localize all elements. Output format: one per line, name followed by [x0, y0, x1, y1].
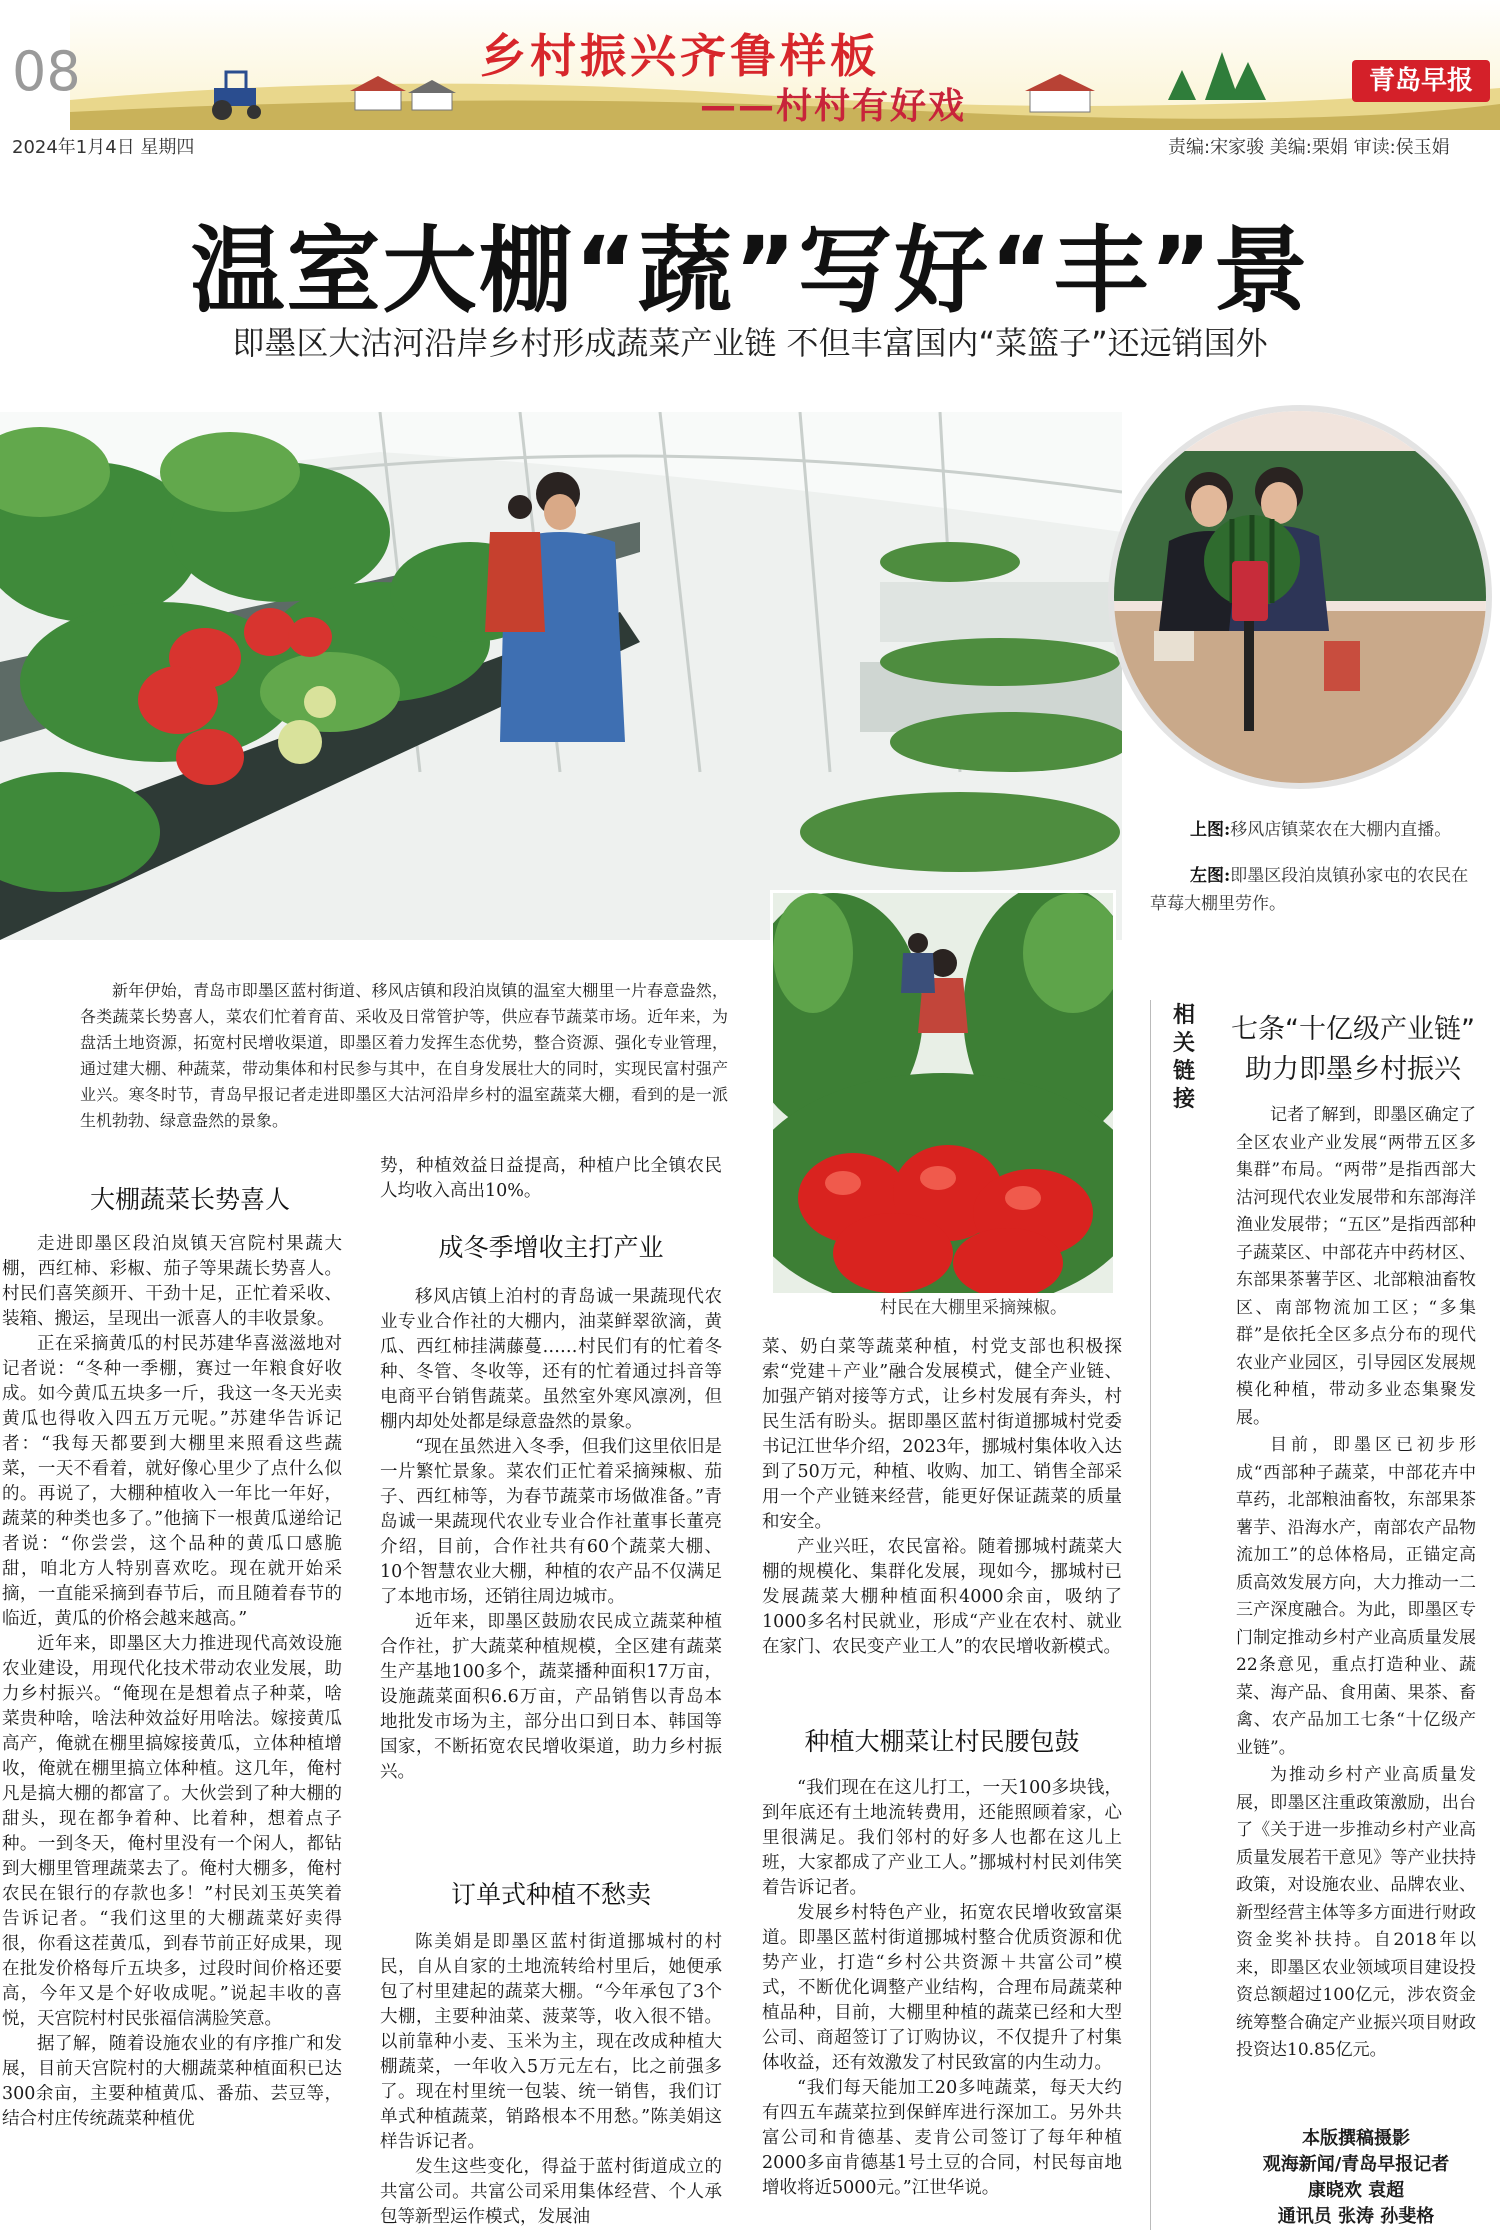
sidebar-title [1208, 1010, 1498, 1090]
paragraph: 走进即墨区段泊岚镇天宫院村果蔬大棚，西红柿、彩椒、茄子等果蔬长势喜人。村民们喜笑颜开、干劲十足，正忙着采收、装箱、搬运，呈现出一派喜人的丰收景象。 [2, 1234, 342, 1329]
sidebar-title-line-2: 助力即墨乡村振兴 [1245, 1054, 1461, 1085]
paragraph: 目前，即墨区已初步形成“西部种子蔬菜，中部花卉中草药，北部粮油畜牧，东部果茶薯芋、沿海水产，南部农产品物流加工”的总体格局，正锚定高质高效发展方向，大力推动一二三产深度融合。为此，即墨区专门制定推动乡村产业高质量发展22条意见，重点打造种业、蔬菜、海产品、食用菌、果茶、畜禽、农产品加工七条“十亿级产业链”。 [1236, 1435, 1476, 1758]
paragraph: 陈美娟是即墨区蓝村街道挪城村的村民，自从自家的土地流转给村里后，她便承包了村里建起的蔬菜大棚。“今年承包了3个大棚，主要种油菜、菠菜等，收入很不错。以前靠种小麦、玉米为主，现在改成种植大棚蔬菜，一年收入5万元左右，比之前强多了。现在村里统一包装、统一销售，我们订单式种植蔬菜，销路根本不用愁。”陈美娟这样告诉记者。 [380, 1932, 722, 2152]
paragraph: “我们现在在这儿打工，一天100多块钱，到年底还有土地流转费用，还能照顾着家，心里很满足。我们邻村的好多人也都在这儿上班，大家都成了产业工人。”挪城村村民刘伟笑着告诉记者。 [762, 1778, 1122, 1898]
paragraph: “我们每天能加工20多吨蔬菜，每天大约有四五车蔬菜拉到保鲜库进行深加工。另外共富公司和肯德基、麦肯公司签订了每年种植2000多亩肯德基1号土豆的合同，村民每亩地增收将近5000元。”江世华说。 [762, 2078, 1122, 2198]
paragraph: 据了解，随着设施农业的有序推广和发展，目前天宫院村的大棚蔬菜种植面积已达300余亩，主要种植黄瓜、番茄、芸豆等，结合村庄传统蔬菜种植优 [2, 2034, 342, 2129]
column-3-bottom [762, 1776, 1122, 2201]
paragraph: 为推动乡村产业高质量发展，即墨区注重政策激励，出台了《关于进一步推动乡村产业高质量发展若干意见》等产业扶持政策，对设施农业、品牌农业、新型经营主体等多方面进行财政资金奖补扶持。自2018年以来，即墨区农业领域项目建设投资总额超过100亿元，涉农资金统筹整合确定产业振兴项目财政投资达10.85亿元。 [1236, 1765, 1476, 2060]
issue-date: 2024年1月4日 星期四 [12, 137, 195, 158]
section-title-2: 成冬季增收主打产业 [438, 1233, 664, 1262]
paragraph: 移风店镇上泊村的青岛诚一果蔬现代农业专业合作社的大棚内，油菜鲜翠欲滴，黄瓜、西红柿挂满藤蔓……村民们有的忙着冬种、冬管、冬收等，还有的忙着通过抖音等电商平台销售蔬菜。虽然室外寒风凛冽，但棚内却处处都是绿意盎然的景象。 [380, 1287, 722, 1432]
related-link-tag: 相关链接 [1172, 1003, 1195, 1112]
page-number: 08 [12, 40, 81, 103]
paragraph: 正在采摘黄瓜的村民苏建华喜滋滋地对记者说：“冬种一季棚，赛过一年粮食好收成。如今黄瓜五块多一斤，我这一冬天光卖黄瓜也得收入四五万元呢。”苏建华告诉记者：“我每天都要到大棚里来照看这些蔬菜，一天不看着，就好像心里少了点什么似的。再说了，大棚种植收入一年比一年好，蔬菜的种类也多了。”他摘下一根黄瓜递给记者说：“你尝尝，这个品种的黄瓜口感脆甜，咱北方人特别喜欢吃。现在就开始采摘，一直能采摘到春节后，而且随着春节的临近，黄瓜的价格会越来越高。” [2, 1334, 342, 1629]
caption-pepper: 村民在大棚里采摘辣椒。 [880, 1298, 1067, 1318]
strawberry-greenhouse-photo [0, 412, 1122, 940]
column-3 [762, 1335, 1122, 1660]
pepper-harvest-photo [770, 890, 1116, 1296]
banner-title: 乡村振兴齐鲁样板 [480, 29, 880, 83]
caption-left-label: 左图: [1190, 866, 1231, 886]
credit-line: 本版撰稿摄影 [1302, 2128, 1410, 2149]
banner-subtitle: ——村村有好戏 [700, 86, 967, 127]
section-title-4: 种植大棚菜让村民腰包鼓 [804, 1727, 1080, 1756]
paragraph: 近年来，即墨区鼓励农民成立蔬菜种植合作社，扩大蔬菜种植规模，全区建有蔬菜生产基地100多个，蔬菜播种面积17万亩，设施蔬菜面积6.6万亩，产品销售以青岛本地批发市场为主，部分出口到日本、韩国等国家，不断拓宽农民增收渠道，助力乡村振兴。 [380, 1612, 722, 1782]
caption-top-label: 上图: [1190, 820, 1231, 840]
paragraph: 菜、奶白菜等蔬菜种植，村党支部也积极探索“党建＋产业”融合发展模式，健全产业链、加强产销对接等方式，让乡村发展有奔头，村民生活有盼头。据即墨区蓝村街道挪城村党委书记江世华介绍，2023年，挪城村集体收入达到了50万元，种植、收购、加工、销售全部采用一个产业链来经营，能更好保证蔬菜的质量和安全。 [762, 1337, 1122, 1532]
column-2-top [380, 1154, 722, 1204]
column-2-bottom [380, 1930, 722, 2230]
column-1 [2, 1232, 342, 2132]
caption-top [1190, 816, 1490, 844]
paragraph: 近年来，即墨区大力推进现代高效设施农业建设，用现代化技术带动农业发展，助力乡村振兴。“俺现在是想着点子种菜，啥菜贵种啥，啥法种效益好用啥法。嫁接黄瓜高产，俺就在棚里搞嫁接黄瓜，立体种植增收，俺就在棚里搞立体种植。这几年，俺村凡是搞大棚的都富了。大伙尝到了种大棚的甜头，现在都争着种、比着种，想着点子种。一到冬天，俺村里没有一个闲人，都钻到大棚里管理蔬菜去了。俺村大棚多，俺村农民在银行的存款也多！”村民刘玉英笑着告诉记者。“我们这里的大棚蔬菜好卖得很，你看这茬黄瓜，到春节前正好成果，现在批发价格每斤五块多，过段时间价格还要高，今年又是个好收成呢。”说起丰收的喜悦，天宫院村村民张福信满脸笑意。 [2, 1634, 342, 2029]
paragraph: 产业兴旺，农民富裕。随着挪城村蔬菜大棚的规模化、集群化发展，现如今，挪城村已发展蔬菜大棚种植面积4000余亩，吸纳了1000多名村民就业，形成“产业在农村、就业在家门、农民变产业工人”的农民增收新模式。 [762, 1537, 1122, 1657]
caption-top-text: 移风店镇菜农在大棚内直播。 [1230, 820, 1452, 840]
section-title-1: 大棚蔬菜长势喜人 [89, 1185, 290, 1214]
credit-line: 康晓欢 袁超 [1307, 2180, 1405, 2201]
paragraph: 记者了解到，即墨区确定了全区农业产业发展“两带五区多集群”布局。“两带”是指西部大沽河现代农业发展带和东部海洋渔业发展带；“五区”是指西部种子蔬菜区、中部花卉中药材区、东部果茶薯芋区、北部粮油畜牧区、南部物流加工区；“多集群”是依托全区多点分布的现代农业产业园区，引导园区发展规模化种植，带动多业态集聚发展。 [1236, 1105, 1476, 1428]
headline: 温室大棚“蔬”写好“丰”景 [190, 217, 1310, 326]
paragraph: “现在虽然进入冬季，但我们这里依旧是一片繁忙景象。菜农们正忙着采摘辣椒、茄子、西红柿等，为春节蔬菜市场做准备。”青岛诚一果蔬现代农业专业合作社董事长董亮介绍，目前，合作社共有60个蔬菜大棚、10个智慧农业大棚，种植的农产品不仅满足了本地市场，还销往周边城市。 [380, 1437, 722, 1607]
section-title-3: 订单式种植不愁卖 [450, 1880, 651, 1909]
paragraph: 发展乡村特色产业，拓宽农民增收致富渠道。即墨区蓝村街道挪城村整合优质资源和优势产业，打造“乡村公共资源＋共富公司”模式，不断优化调整产业结构，合理布局蔬菜种植品种，目前，大棚里种植的蔬菜已经和大型公司、商超签订了订购协议，不仅提升了村集体收益，还有效激发了村民致富的内生动力。 [762, 1903, 1122, 2073]
column-2 [380, 1285, 722, 1785]
paragraph: 发生这些变化，得益于蓝村街道成立的共富公司。共富公司采用集体经营、个人承包等新型运作模式，发展油 [380, 2157, 722, 2227]
sidebar-title-line-1: 七条“十亿级产业链” [1231, 1014, 1475, 1045]
caption-left [1150, 862, 1470, 918]
page-banner [0, 0, 1500, 130]
intro-text: 新年伊始，青岛市即墨区蓝村街道、移风店镇和段泊岚镇的温室大棚里一片春意盎然，各类蔬菜长势喜人，菜农们忙着育苗、采收及日常管护等，供应春节蔬菜市场。近年来，为盘活土地资源，拓宽村民增收渠道，即墨区着力发挥生态优势，整合资源、强化专业管理，通过建大棚、种蔬菜，带动集体和村民参与其中，在自身发展壮大的同时，实现民富村强产业兴。寒冬时节，青岛早报记者走进即墨区大沽河沿岸乡村的温室蔬菜大棚，看到的是一派生机勃勃、绿意盎然的景象。 [80, 981, 728, 1130]
paragraph: 势，种植效益日益提高，种植户比全镇农民人均收入高出10%。 [380, 1156, 722, 1201]
newspaper-logo: 青岛早报 [1352, 60, 1490, 102]
subheadline: 即墨区大沽河沿岸乡村形成蔬菜产业链 不但丰富国内“菜篮子”还远销国外 [232, 324, 1268, 362]
livestream-photo [1108, 405, 1492, 789]
intro-paragraph [80, 978, 728, 1134]
credit-line: 观海新闻/青岛早报记者 [1262, 2154, 1450, 2175]
sidebar-body [1236, 1102, 1476, 2065]
editor-credits: 责编:宋家骏 美编:栗娟 审读:侯玉娟 [1168, 137, 1450, 158]
caption-left-text: 即墨区段泊岚镇孙家屯的农民在草莓大棚里劳作。 [1150, 866, 1469, 914]
photo-credits [1236, 2126, 1476, 2230]
credit-line: 通讯员 张涛 孙斐格 [1277, 2206, 1435, 2227]
sidebar-divider [1150, 1000, 1151, 2230]
